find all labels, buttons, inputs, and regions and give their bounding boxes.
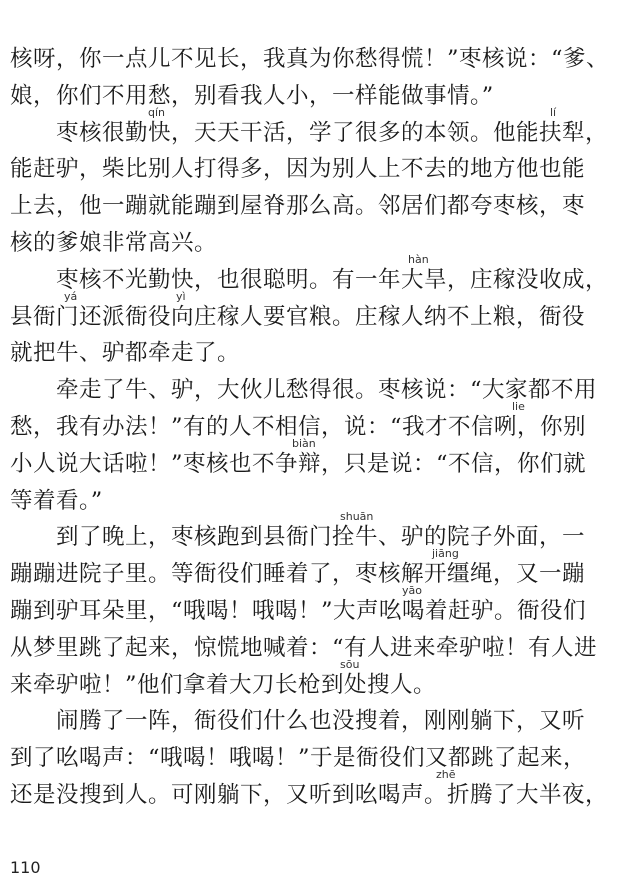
text-line: 枣核不光勤快，也很聪明。有一年大旱，庄稼没收成， — [56, 266, 609, 293]
text-line: 蹦到驴耳朵里，“哦喝！哦喝！”大声吆喝着赶驴。衙役们 — [10, 598, 587, 624]
text-line: 能赶驴，柴比别人打得多，因为别人上不去的地方他也能 — [10, 156, 586, 183]
text-line: 娘，你们不用愁，别看我人小，一样能做事情。” — [10, 82, 494, 109]
pinyin-annotation: lie — [512, 400, 525, 413]
pinyin-annotation: yāo — [402, 584, 422, 597]
text-line: 愁，我有办法！”有的人不相信，说：“我才不信咧，你别 — [10, 414, 587, 440]
text-line: 枣核很勤快，天天干活，学了很多的本领。他能扶犁， — [56, 119, 609, 146]
pinyin-annotation: shuān — [340, 510, 374, 524]
text-line: 闹腾了一阵，衙役们什么也没搜着，刚刚躺下，又听 — [56, 708, 586, 735]
text-line: 蹦蹦进院子里。等衙役们睡着了，枣核解开缰绳，又一蹦 — [10, 561, 586, 588]
text-line: 等着看。” — [10, 487, 103, 514]
text-line: 到了吆喝声：“哦喝！哦喝！”于是衙役们又都跳了起来， — [10, 745, 587, 772]
text-line: 从梦里跳了起来，惊慌地喊着：“有人进来牵驴啦！有人进 — [10, 634, 598, 661]
page-number: 110 — [10, 858, 41, 877]
text-line: 就把牛、驴都牵走了。 — [10, 340, 241, 367]
text-line: 还是没搜到人。可刚躺下，又听到吆喝声。折腾了大半夜， — [10, 782, 609, 808]
text-line: 上去，他一蹦就能蹦到屋脊那么高。邻居们都夸枣核，枣 — [10, 193, 586, 220]
text-line: 牵走了牛、驴，大伙儿愁得很。枣核说：“大家都不用 — [56, 377, 598, 404]
pinyin-annotation: zhē — [436, 768, 456, 781]
text-line: 核呀，你一点儿不见长，我真为你愁得慌！”枣核说：“爹、 — [10, 46, 610, 72]
pinyin-annotation: hàn — [408, 252, 429, 266]
pinyin-annotation: jiāng — [432, 547, 459, 561]
pinyin-annotation: biàn — [292, 436, 316, 450]
text-line: 核的爹娘非常高兴。 — [10, 230, 218, 256]
text-line: 县衙门还派衙役向庄稼人要官粮。庄稼人纳不上粮，衙役 — [10, 303, 586, 330]
text-line: 来牵驴啦！”他们拿着大刀长枪到处搜人。 — [10, 671, 437, 698]
text-line: 小人说大话啦！”枣核也不争辩，只是说：“不信，你们就 — [10, 450, 587, 477]
pinyin-annotation: qín — [148, 105, 166, 119]
text-line: 到了晚上，枣核跑到县衙门拴牛、驴的院子外面，一 — [56, 524, 586, 551]
pinyin-annotation: lí — [550, 105, 557, 119]
pinyin-annotation: sōu — [340, 657, 360, 671]
pinyin-annotation: yá — [64, 289, 78, 303]
pinyin-annotation: yì — [176, 289, 186, 303]
